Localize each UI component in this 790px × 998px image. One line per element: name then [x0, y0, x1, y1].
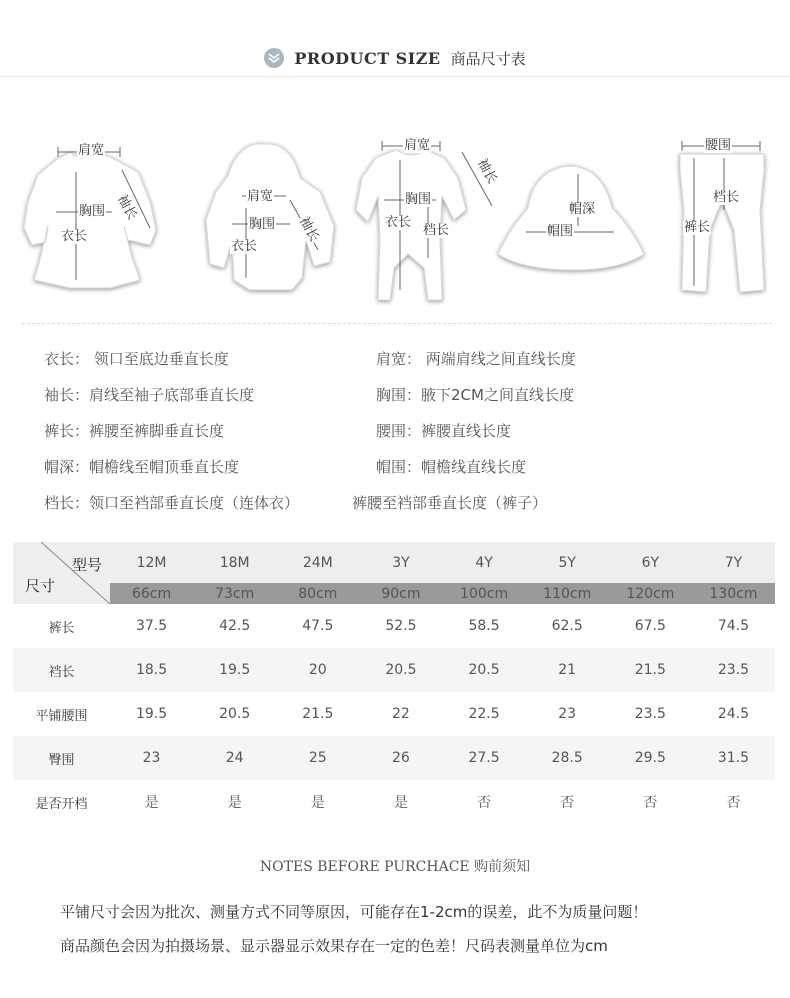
dress-outline — [24, 152, 156, 288]
dress-shoulder-label: 肩宽 — [78, 143, 105, 158]
table-row — [13, 692, 775, 736]
table-cell: 27.5 — [443, 736, 526, 780]
chevron-down-icon — [264, 48, 284, 68]
section-header — [0, 40, 790, 76]
romper-crotch-label: 档长 — [423, 223, 450, 238]
height-header: 120cm — [609, 583, 692, 604]
row-label: 是否开档 — [35, 796, 88, 812]
table-cell: 23.5 — [634, 706, 666, 722]
table-row — [13, 604, 775, 648]
table-cell: 58.5 — [468, 618, 500, 634]
height-header: 73cm — [193, 583, 276, 604]
size-header: 7Y — [692, 542, 775, 583]
definition-item: 裤长：裤腰至裤脚垂直长度 — [44, 422, 225, 440]
table-corner — [13, 542, 110, 604]
row-label: 臀围 — [13, 736, 110, 780]
pants-waist-label: 腰围 — [705, 138, 732, 153]
jacket-length-label: 衣长 — [231, 239, 258, 254]
size-header: 18M — [193, 542, 276, 583]
hat-circumference-label: 帽围 — [547, 224, 574, 239]
table-cell: 是 — [310, 795, 325, 811]
row-label: 平铺腰围 — [35, 708, 88, 724]
table-cell: 21 — [526, 648, 609, 692]
table-cell: 20.5 — [359, 648, 442, 692]
table-cell: 23 — [110, 736, 193, 780]
size-header: 3Y — [359, 542, 442, 583]
size-header-row — [13, 542, 775, 583]
table-cell: 62.5 — [551, 618, 583, 634]
table-cell: 52.5 — [385, 618, 417, 634]
note-line: 商品颜色会因为拍摄场景、显示器显示效果存在一定的色差！尺码表测量单位为cm — [60, 937, 608, 955]
table-cell: 24 — [193, 736, 276, 780]
notes-title-cn: 购前须知 — [474, 859, 531, 875]
romper-shoulder-label: 肩宽 — [404, 138, 431, 153]
table-cell: 42.5 — [219, 618, 251, 634]
notes-title — [0, 856, 790, 876]
table-cell: 21.5 — [302, 706, 334, 722]
hat-outline — [498, 166, 644, 270]
definition-item: 帽围：帽檐线直线长度 — [376, 458, 527, 476]
section-title-en: PRODUCT SIZE — [294, 48, 441, 68]
table-cell: 否 — [560, 795, 575, 811]
table-cell: 20.5 — [219, 706, 251, 722]
table-cell: 24.5 — [717, 706, 750, 722]
row-label: 裆长 — [13, 648, 110, 692]
corner-dimension-label: 尺寸 — [25, 577, 56, 595]
jacket-sleeve-label: 袖长 — [296, 214, 322, 245]
table-cell: 23.5 — [692, 648, 775, 692]
romper-sleeve-label: 袖长 — [474, 156, 500, 187]
size-header: 24M — [276, 542, 359, 583]
dress-chest-label: 胸围 — [79, 204, 106, 219]
height-header: 90cm — [359, 583, 442, 604]
definition-item: 裤腰至裆部垂直长度（裤子） — [352, 494, 548, 512]
table-cell: 22 — [392, 706, 410, 722]
dress-sleeve-label: 袖长 — [114, 192, 140, 223]
table-cell: 25 — [276, 736, 359, 780]
section-title-cn: 商品尺寸表 — [450, 49, 526, 68]
corner-size-label: 型号 — [71, 556, 102, 574]
height-header: 66cm — [110, 583, 193, 604]
table-cell: 否 — [726, 795, 741, 811]
size-header: 5Y — [526, 542, 609, 583]
definition-item: 胸围：腋下2CM之间直线长度 — [376, 386, 574, 404]
table-cell: 26 — [359, 736, 442, 780]
row-label: 裤长 — [48, 620, 75, 636]
table-cell: 19.5 — [193, 648, 276, 692]
section-divider — [22, 323, 772, 324]
table-cell: 37.5 — [135, 618, 168, 634]
table-cell: 否 — [477, 795, 492, 811]
height-header: 130cm — [692, 583, 775, 604]
table-row — [13, 736, 775, 780]
table-cell: 19.5 — [135, 706, 168, 722]
definition-item: 袖长：肩线至袖子底部垂直长度 — [44, 386, 255, 404]
table-cell: 20 — [276, 648, 359, 692]
table-cell: 74.5 — [717, 618, 750, 634]
garment-diagrams — [0, 130, 790, 310]
romper-chest-label: 胸围 — [405, 192, 432, 207]
table-cell: 18.5 — [110, 648, 193, 692]
size-header: 6Y — [609, 542, 692, 583]
pants-length-label: 裤长 — [684, 220, 711, 235]
hat-depth-label: 帽深 — [569, 202, 596, 217]
table-cell: 47.5 — [302, 618, 334, 634]
jacket-chest-label: 胸围 — [249, 217, 276, 232]
height-header: 110cm — [526, 583, 609, 604]
table-cell: 是 — [144, 795, 159, 811]
dress-length-label: 衣长 — [61, 229, 88, 244]
size-header: 4Y — [443, 542, 526, 583]
definition-item: 帽深：帽檐线至帽顶垂直长度 — [44, 458, 240, 476]
table-row — [13, 780, 775, 824]
table-cell: 21.5 — [609, 648, 692, 692]
table-cell: 否 — [643, 795, 658, 811]
definition-item: 肩宽： 两端肩线之间直线长度 — [376, 350, 576, 368]
table-cell: 67.5 — [634, 618, 666, 634]
header-divider — [0, 76, 790, 77]
size-header: 12M — [110, 542, 193, 583]
table-row — [13, 648, 775, 692]
jacket-shoulder-label: 肩宽 — [247, 189, 274, 204]
romper-length-label: 衣长 — [385, 215, 412, 230]
definition-item: 腰围：裤腰直线长度 — [376, 422, 512, 440]
table-cell: 20.5 — [443, 648, 526, 692]
table-cell: 28.5 — [526, 736, 609, 780]
table-cell: 是 — [227, 795, 242, 811]
definition-item: 衣长： 领口至底边垂直长度 — [44, 350, 229, 368]
table-cell: 是 — [393, 795, 408, 811]
height-header: 100cm — [443, 583, 526, 604]
size-table — [13, 542, 775, 824]
pants-crotch-label: 档长 — [713, 190, 740, 205]
table-cell: 22.5 — [468, 706, 500, 722]
table-cell: 29.5 — [609, 736, 692, 780]
height-header: 80cm — [276, 583, 359, 604]
height-header-row — [13, 583, 775, 604]
definition-item: 档长：领口至裆部垂直长度（连体衣） — [44, 494, 300, 512]
table-cell: 31.5 — [692, 736, 775, 780]
note-line: 平铺尺寸会因为批次、测量方式不同等原因，可能存在1-2cm的误差，此不为质量问题！ — [60, 903, 648, 921]
table-cell: 23 — [558, 706, 577, 722]
notes-title-en: NOTES BEFORE PURCHACE — [259, 859, 470, 875]
